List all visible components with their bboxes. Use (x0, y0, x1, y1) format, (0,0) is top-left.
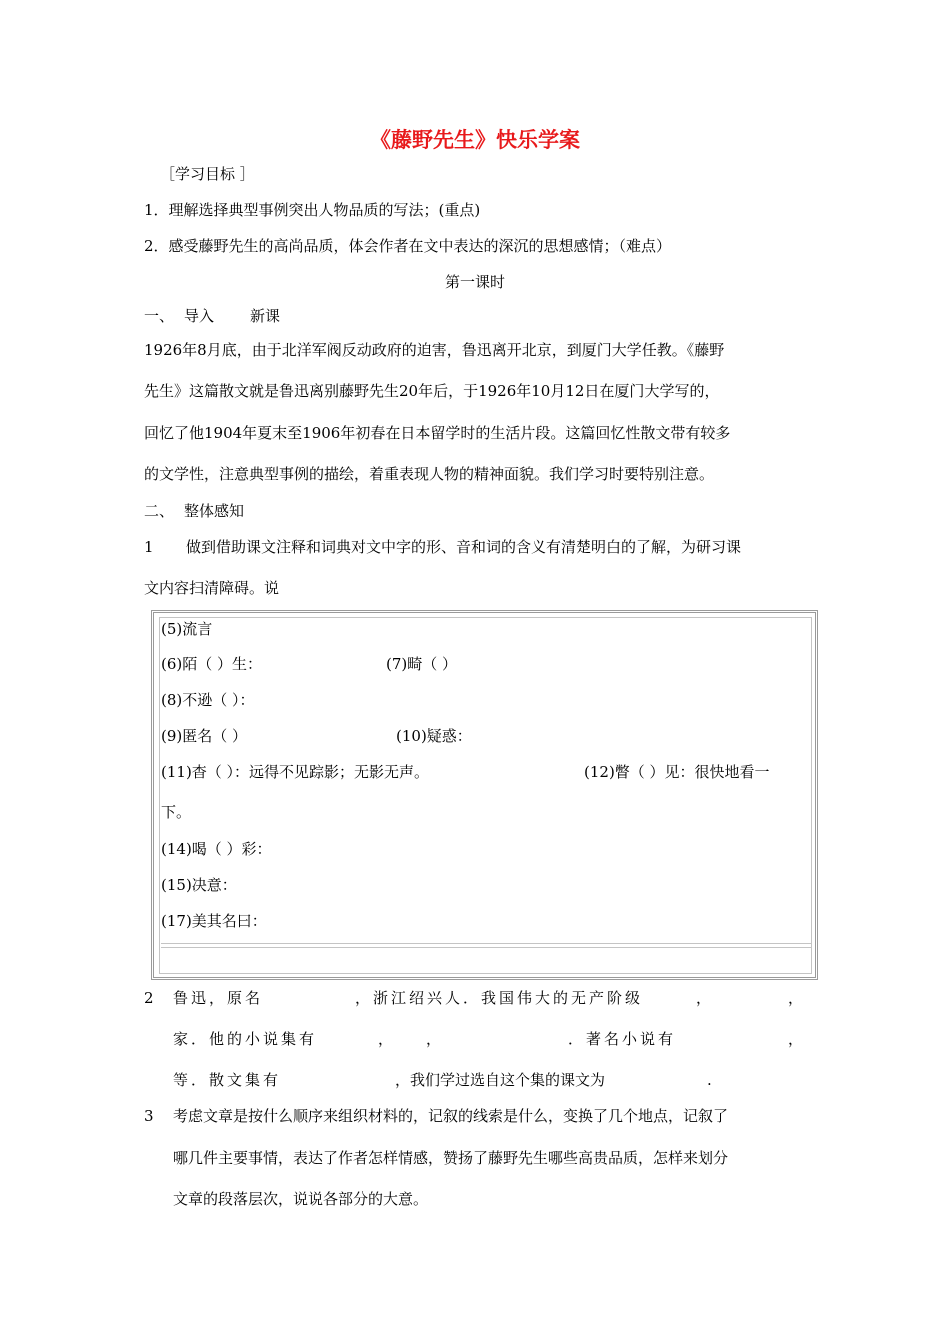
divider (161, 943, 812, 944)
vocab-item: (10)疑惑： (396, 727, 472, 745)
lesson-heading: 第一课时 (444, 273, 505, 291)
item-text: 哪几件主要事情，表达了作者怎样情感，赞扬了藤野先生哪些高贵品质，怎样来划分 (173, 1149, 729, 1167)
paragraph-line: 的文学性，注意典型事例的描绘，着重表现人物的精神面貌。我们学习时要特别注意。 (144, 465, 715, 483)
item-number: 2 (144, 989, 154, 1007)
item-text: 做到借助课文注释和词典对文中字的形、音和词的含义有清楚明白的了解，为研习课 (186, 538, 742, 556)
vocab-item: (11)杳（ ）：远得不见踪影；无影无声。 (161, 763, 430, 781)
fill-blank-text: . (707, 1071, 712, 1089)
objective-item: 2．感受藤野先生的高尚品质，体会作者在文中表达的深沉的思想感情；（难点） (144, 237, 672, 255)
vocab-item: (7)畸（ ） (386, 655, 458, 673)
divider (161, 947, 812, 948)
fill-blank-text: ， (378, 1030, 394, 1048)
section-heading: 整体感知 (184, 502, 245, 520)
fill-blank-text: ，浙江绍兴人．我国伟大的无产阶级 (355, 989, 644, 1007)
fill-blank-text: 等．散文集有 (173, 1071, 282, 1089)
item-text: 文章的段落层次，说说各部分的大意。 (173, 1190, 429, 1208)
vocab-item: (9)匿名（ ） (161, 727, 248, 745)
item-number: 1 (144, 538, 154, 556)
vocab-item: 下。 (161, 803, 192, 821)
paragraph-line: 先生》这篇散文就是鲁迅离别藤野先生20年后，于1926年10月12日在厦门大学写的， (144, 382, 720, 400)
fill-blank-text: ， (426, 1030, 442, 1048)
item-text: 考虑文章是按什么顺序来组织材料的，记叙的线索是什么，变换了几个地点，记叙了 (173, 1107, 729, 1125)
section-number: 二、 (144, 502, 175, 520)
section-number: 一、 (144, 307, 175, 325)
vocab-item: (8)不逊（ ）： (161, 691, 255, 709)
item-number: 3 (144, 1107, 154, 1125)
vocab-item: (15)决意： (161, 876, 237, 894)
objectives-heading: ［学习目标 ］ (160, 165, 255, 183)
fill-blank-text: 家．他的小说集有 (173, 1030, 318, 1048)
vocab-item: (6)陌（ ）生： (161, 655, 263, 673)
fill-blank-text: ， (788, 1030, 804, 1048)
paragraph-line: 1926年8月底，由于北洋军阀反动政府的迫害，鲁迅离开北京，到厦门大学任教。《藤野 (144, 341, 725, 359)
vocab-item: (5)流言 (161, 620, 213, 638)
section-heading: 新课 (250, 307, 281, 325)
vocab-item: (17)美其名曰： (161, 912, 267, 930)
section-heading: 导入 (184, 307, 215, 325)
fill-blank-text: ．著名小说有 (568, 1030, 677, 1048)
fill-blank-text: ，我们学过选自这个集的课文为 (395, 1071, 606, 1089)
fill-blank-text: 鲁迅，原名 (173, 989, 264, 1007)
paragraph-line: 回忆了他1904年夏末至1906年初春在日本留学时的生活片段。这篇回忆性散文带有较多 (144, 424, 731, 442)
document-title: 《藤野先生》快乐学案 (370, 127, 580, 152)
fill-blank-text: ， (788, 989, 804, 1007)
item-text: 文内容扫清障碍。说 (144, 579, 280, 597)
fill-blank-text: ， (696, 989, 712, 1007)
vocab-item: (14)喝（ ）彩： (161, 840, 272, 858)
objective-item: 1．理解选择典型事例突出人物品质的写法；(重点) (144, 201, 481, 219)
vocab-item: (12)瞥（ ）见：很快地看一 (584, 763, 770, 781)
